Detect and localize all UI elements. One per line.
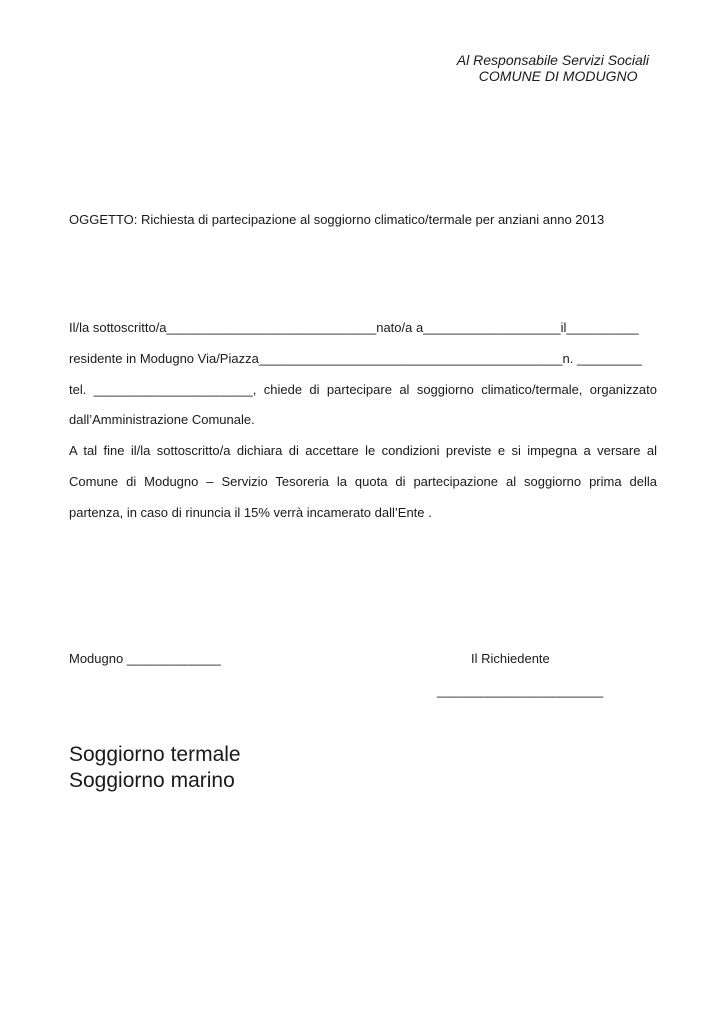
administration-line: dall’Amministrazione Comunale. <box>69 412 255 428</box>
phone-request-line: tel. ______________________, chiede di partecipare al soggiorno climatico/termale, organizzato <box>69 381 657 397</box>
option-thermal-stay: Soggiorno termale <box>69 743 241 766</box>
recipient-municipality: COMUNE DI MODUGNO <box>478 68 638 84</box>
request-body <box>69 319 657 535</box>
recipient-title: Al Responsabile Servizi Sociali <box>456 52 649 68</box>
residence-line: residente in Modugno Via/Piazza__________________________________________n. _________ <box>69 350 643 366</box>
declaration-line: A tal fine il/la sottoscritto/a dichiara di accettare le condizioni previste e si impegna a versare al <box>69 443 657 459</box>
stay-options <box>69 742 241 794</box>
signature-line: _______________________ <box>437 683 604 698</box>
payment-line: Comune di Modugno – Servizio Tesoreria la quota di partecipazione al soggiorno prima della <box>69 473 657 489</box>
place-date-field: Modugno _____________ <box>69 651 221 666</box>
applicant-name-line: Il/la sottoscritto/a_____________________________nato/a a___________________il__________ <box>69 320 639 335</box>
cancellation-line: partenza, in caso di rinuncia il 15% verrà incamerato dall’Ente . <box>69 504 432 520</box>
option-seaside-stay: Soggiorno marino <box>69 769 235 792</box>
recipient-address <box>457 52 649 84</box>
signer-label: Il Richiedente <box>471 651 550 666</box>
subject-line: OGGETTO: Richiesta di partecipazione al soggiorno climatico/termale per anziani anno 2013 <box>69 212 605 227</box>
